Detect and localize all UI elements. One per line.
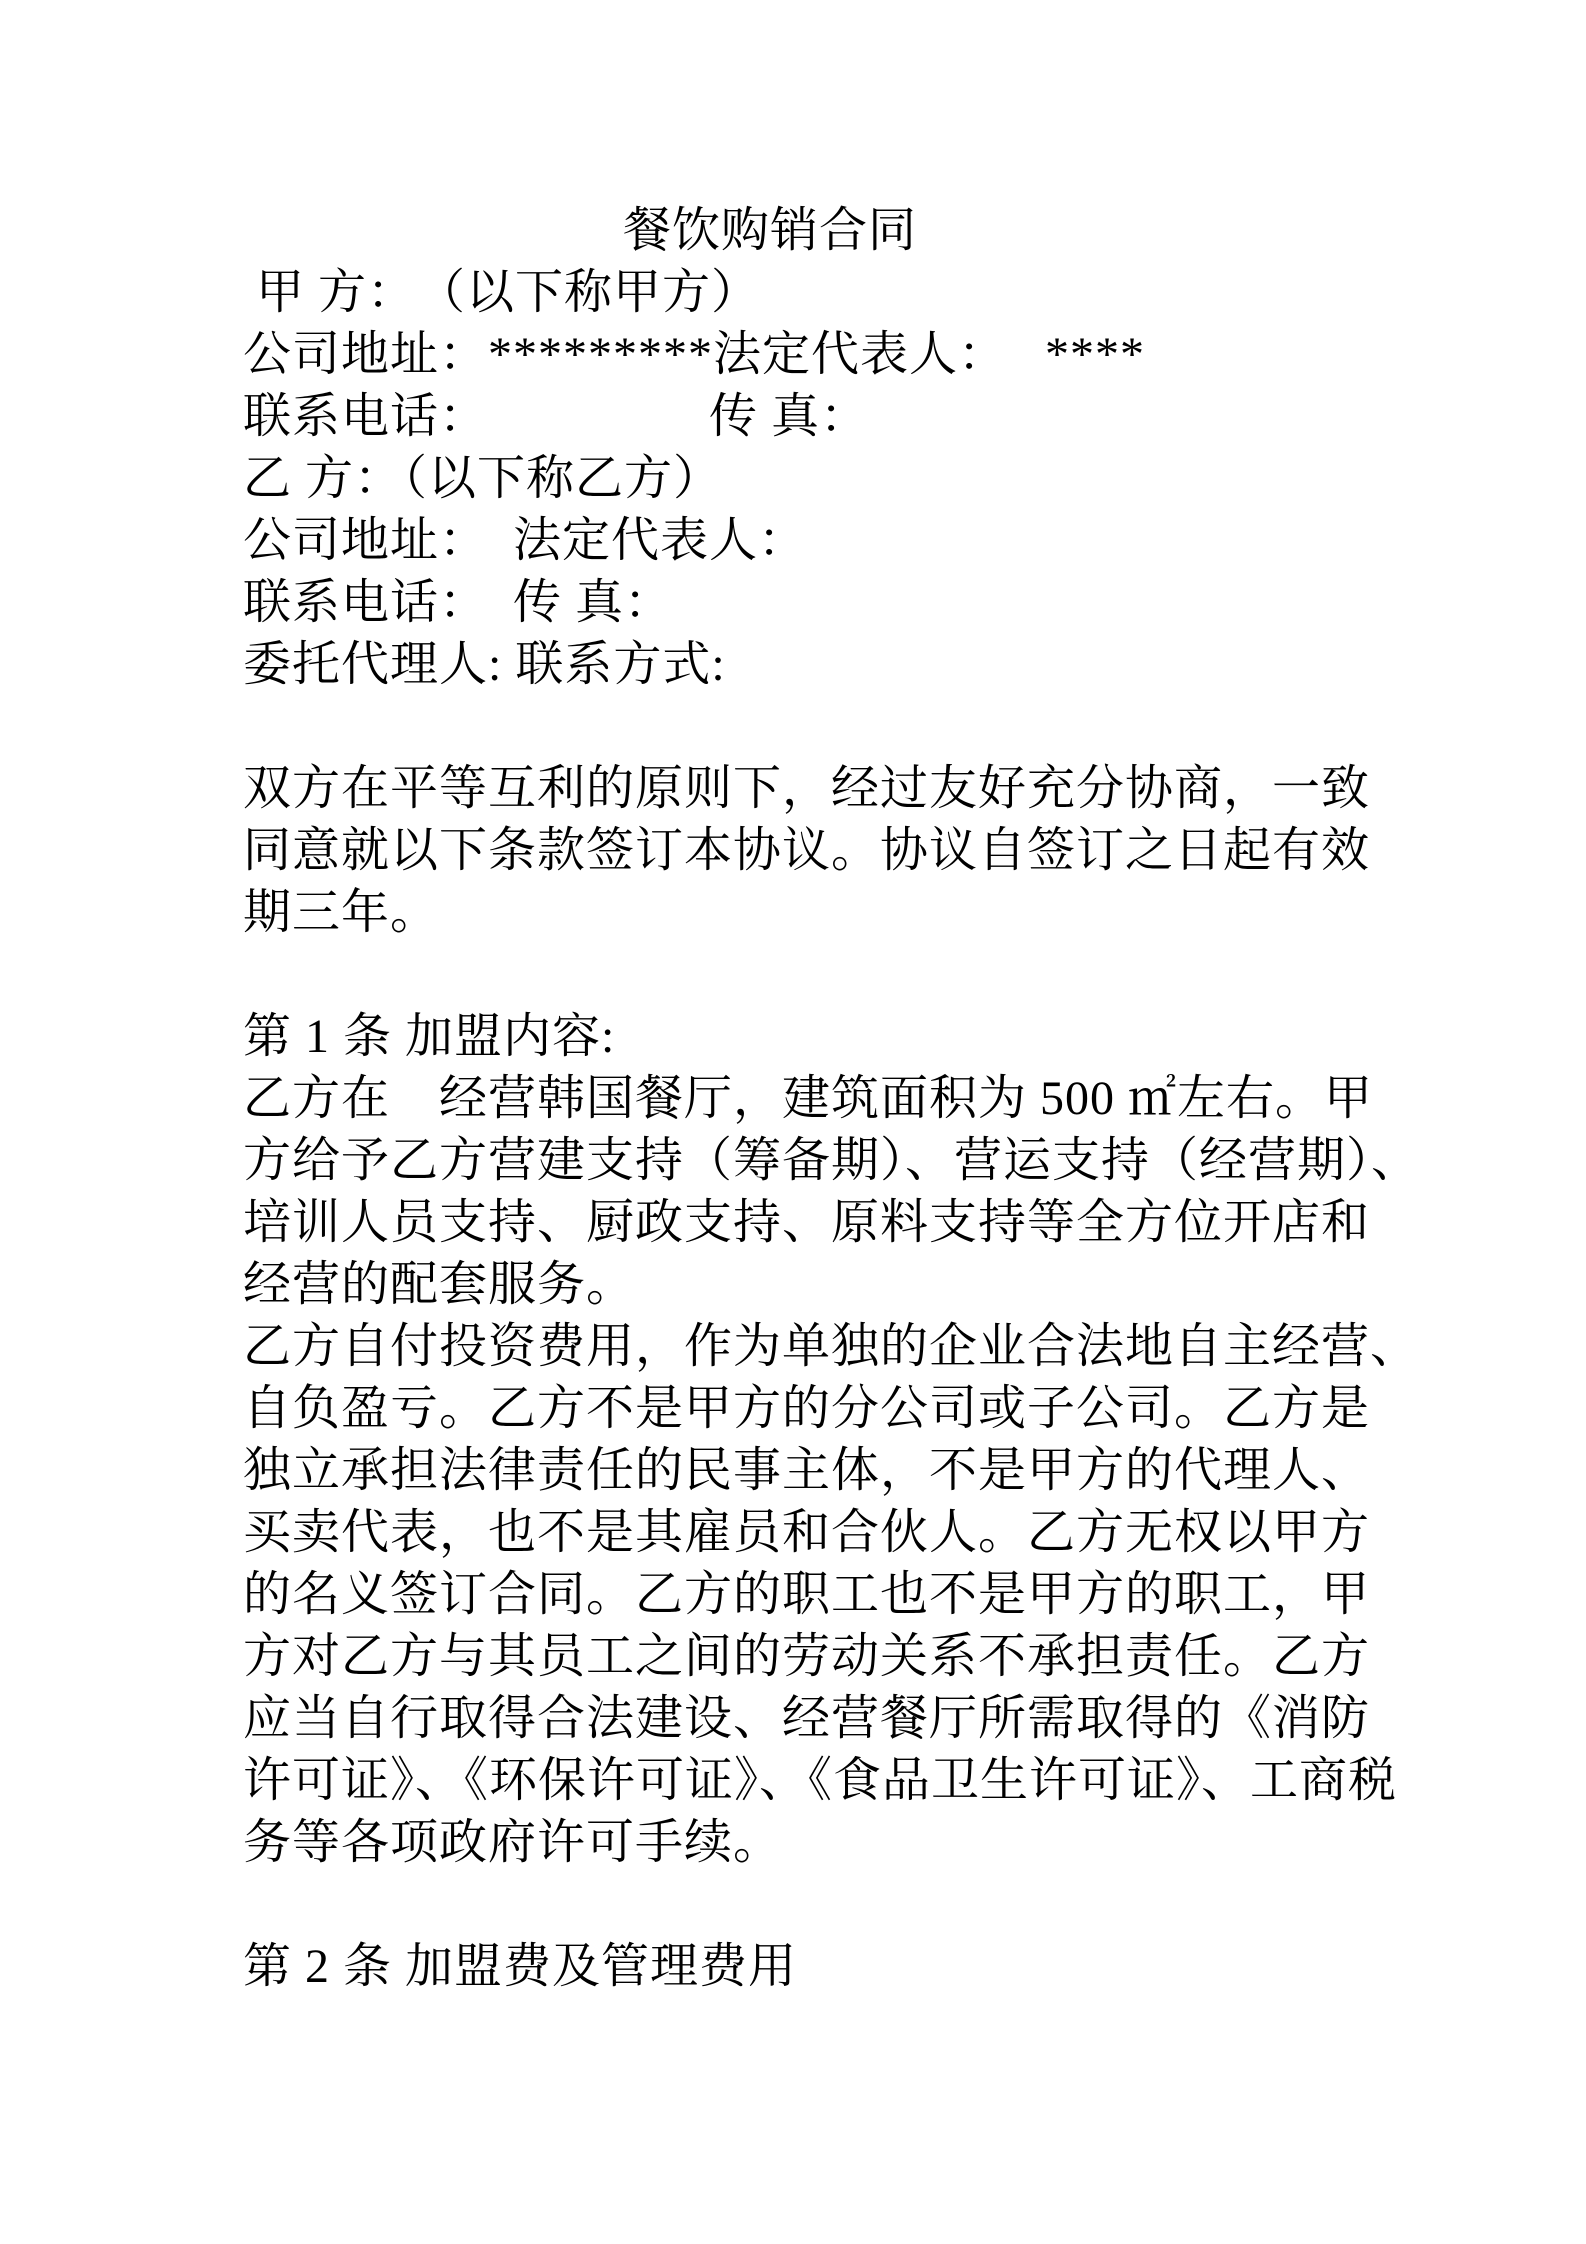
document-line: 方对乙方与其员工之间的劳动关系不承担责任。乙方 bbox=[243, 1630, 1371, 1683]
document-title: 餐饮购销合同 bbox=[623, 204, 918, 257]
document-line: 期三年。 bbox=[243, 886, 440, 939]
document-line: 公司地址：*********法定代表人： **** bbox=[243, 328, 1146, 381]
section-heading: 第 1 条 加盟内容: bbox=[243, 1010, 616, 1063]
blank-line bbox=[243, 944, 1453, 1006]
document-line: 联系电话： 传 真： bbox=[243, 390, 870, 443]
document-line: 乙方在 经营韩国餐厅，建筑面积为 500 ㎡左右。甲 bbox=[243, 1072, 1374, 1125]
document-line: 乙 方：（以下称乙方） bbox=[243, 452, 723, 505]
document-line: 同意就以下条款签订本协议。协议自签订之日起有效 bbox=[243, 824, 1371, 877]
document-line: 务等各项政府许可手续。 bbox=[243, 1816, 783, 1869]
document-line: 公司地址： 法定代表人： bbox=[243, 514, 808, 567]
document-line: 自负盈亏。乙方不是甲方的分公司或子公司。乙方是 bbox=[243, 1382, 1371, 1435]
blank-line bbox=[243, 1874, 1453, 1936]
document-line: 独立承担法律责任的民事主体，不是甲方的代理人、 bbox=[243, 1444, 1371, 1497]
document-line: 培训人员支持、厨政支持、原料支持等全方位开店和 bbox=[243, 1196, 1371, 1249]
document-line: 甲 方： （以下称甲方） bbox=[243, 266, 761, 319]
document-line: 乙方自付投资费用，作为单独的企业合法地自主经营、 bbox=[243, 1320, 1420, 1373]
document-line: 委托代理人: 联系方式: bbox=[243, 638, 726, 691]
blank-line bbox=[243, 696, 1453, 758]
section-heading: 第 2 条 加盟费及管理费用 bbox=[243, 1940, 798, 1993]
document-line: 买卖代表，也不是其雇员和合伙人。乙方无权以甲方 bbox=[243, 1506, 1371, 1559]
document-line: 许可证》、《环保许可证》、《食品卫生许可证》、工商税 bbox=[243, 1754, 1398, 1807]
document-body bbox=[243, 200, 1453, 1998]
document-line: 应当自行取得合法建设、经营餐厅所需取得的《消防 bbox=[243, 1692, 1371, 1745]
document-line: 方给予乙方营建支持（筹备期）、营运支持（经营期）、 bbox=[243, 1134, 1421, 1187]
document-line: 联系电话： 传 真： bbox=[243, 576, 674, 629]
document-line: 经营的配套服务。 bbox=[243, 1258, 636, 1311]
document-line: 双方在平等互利的原则下，经过友好充分协商，一致 bbox=[243, 762, 1371, 815]
document-line: 的名义签订合同。乙方的职工也不是甲方的职工，甲 bbox=[243, 1568, 1371, 1621]
